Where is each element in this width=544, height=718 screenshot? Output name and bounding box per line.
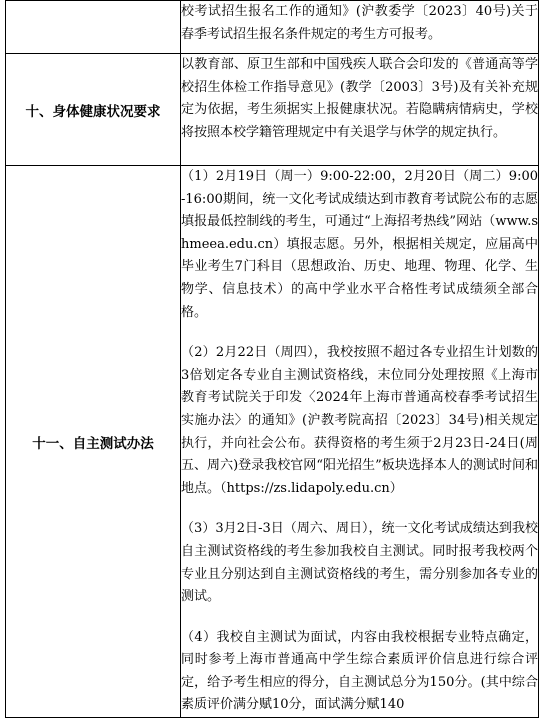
- paragraph-self-test-2: （2）2月22日（周四），我校按照不超过各专业招生计划数的3倍划定各专业自主测试资格线，末位同分处理按照《上海市教育考试院关于印发〈2024年上海市普通高校春季考试招生实施办法〉的通知》(沪教考院高招〔2023〕34号)相关规定执行，并向社会公布。获得资格的考生须于2月23日-24日(周五、周六)登录我校官网“阳光招生”板块选择本人的测试时间和地点。（https://zs.lidapoly.edu.cn）: [181, 345, 538, 496]
- paragraph-self-test-1: （1）2月19日（周一）9:00-22:00，2月20日（周二）9:00-16:00期间，统一文化考试成绩达到市教育考试院公布的志愿填报最低控制线的考生，可通过“上海招考热线”网站（www.shmeea.edu.cn）填报志愿。另外，根据相关规定，应届高中毕业考生7门科目（思想政治、历史、地理、物理、化学、生物学、信息技术）的高中学业水平合格性考试成绩须全部合格。: [181, 169, 538, 320]
- paragraph-spacer: [181, 500, 538, 518]
- table-row-health: [6, 54, 539, 166]
- table-row-self-test: [6, 166, 539, 718]
- table-row-registration: [6, 1, 539, 54]
- row-content-health: [181, 54, 539, 166]
- paragraph-registration-note: 校考试招生报名工作的通知》(沪教委学〔2023〕40号)关于春季考试招生报名条件规定的考生方可报考。: [181, 4, 538, 42]
- row-label-empty: [6, 1, 181, 54]
- paragraph-spacer: [181, 609, 538, 627]
- paragraph-self-test-4: （4）我校自主测试为面试，内容由我校根据专业特点确定，同时参考上海市普通高中学生综合素质评价信息进行综合评定，给予考生相应的得分，自主测试总分为150分。(其中综合素质评价满分赋10分，面试满分赋140: [181, 629, 538, 713]
- row-content-self-test: [181, 166, 539, 718]
- admissions-table: [5, 0, 539, 718]
- row-content-registration: [181, 1, 539, 54]
- paragraph-self-test-3: （3）3月2日-3日（周六、周日），统一文化考试成绩达到我校自主测试资格线的考生参加我校自主测试。同时报考我校两个专业且分别达到自主测试资格线的考生，需分别参加各专业的测试。: [181, 521, 538, 605]
- row-label-health: 十、身体健康状况要求: [6, 54, 181, 166]
- paragraph-spacer: [181, 324, 538, 342]
- paragraph-health-requirements: 以教育部、原卫生部和中国残疾人联合会印发的《普通高等学校招生体检工作指导意见》(教学〔2003〕3号)及有关补充规定为依据，考生须据实上报健康状况。若隐瞒病情病史，学校将按照本校学籍管理规定中有关退学与休学的规定执行。: [181, 57, 538, 140]
- row-label-self-test: 十一、自主测试办法: [6, 166, 181, 718]
